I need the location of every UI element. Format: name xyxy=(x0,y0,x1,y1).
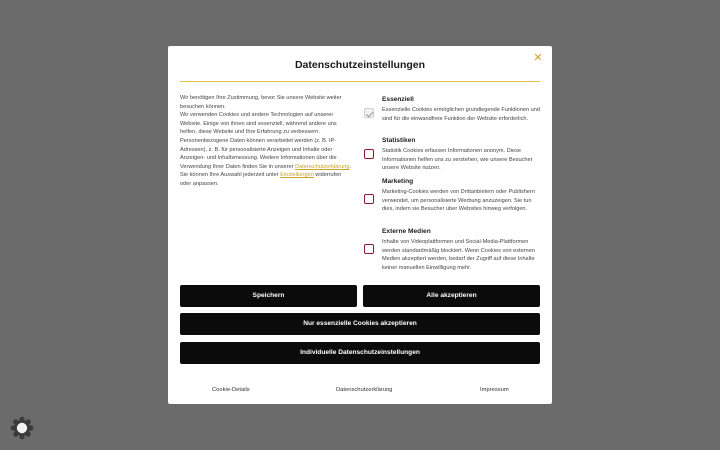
individual-settings-button[interactable]: Individuelle Datenschutzeinstellungen xyxy=(180,342,540,364)
close-icon[interactable]: ✕ xyxy=(533,52,543,64)
category-essential xyxy=(364,96,542,134)
privacy-settings-dialog xyxy=(168,46,552,404)
intro-text xyxy=(180,94,352,189)
category-name: Marketing xyxy=(382,178,414,185)
save-button[interactable]: Speichern xyxy=(180,285,357,307)
imprint-link[interactable]: Impressum xyxy=(480,387,509,393)
cookie-details-link[interactable]: Cookie-Details xyxy=(212,387,250,393)
marketing-checkbox[interactable] xyxy=(364,194,374,204)
category-description: Essenzielle Cookies ermöglichen grundlegende Funktionen und sind für die einwandfreie Funktion der Website erforderlich. xyxy=(382,107,540,122)
intro-paragraph-details xyxy=(180,111,352,188)
external-media-checkbox[interactable] xyxy=(364,244,374,254)
title-divider xyxy=(180,81,540,82)
category-name: Statistiken xyxy=(382,137,416,144)
category-marketing xyxy=(364,178,542,224)
category-description: Marketing-Cookies werden von Drittanbietern oder Publishern verwendet, um personalisierte Werbung anzuzeigen. Sie tun dies, indem sie Besucher über Websites hinweg verfolgen. xyxy=(382,189,535,213)
privacy-policy-link[interactable]: Datenschutzerklärung xyxy=(295,163,350,170)
intro-text-segment: . Sie können Ihre Auswahl jederzeit unter xyxy=(180,163,352,179)
settings-link[interactable]: Einstellungen xyxy=(280,172,314,179)
dialog-title: Datenschutzeinstellungen xyxy=(294,59,426,71)
category-name: Essenziell xyxy=(382,96,414,103)
essential-checkbox[interactable] xyxy=(364,108,374,118)
category-description: Statistik Cookies erfassen Informationen anonym. Diese Informationen helfen uns zu verstehen, wie unsere Besucher unsere Website nutzen. xyxy=(382,148,533,172)
category-name: Externe Medien xyxy=(382,228,431,235)
accept-all-button[interactable]: Alle akzeptieren xyxy=(363,285,540,307)
category-statistics xyxy=(364,137,542,175)
category-description: Inhalte von Videoplattformen und Social-Media-Plattformen werden standardmäßig blockiert. Wenn Cookies von externen Medien akzeptiert werden, bedarf der Zugriff auf diese Inhalte keiner manuellen Einwilligung mehr. xyxy=(382,239,535,271)
privacy-policy-footer-link[interactable]: Datenschutzerklärung xyxy=(336,387,393,393)
accept-essential-button[interactable]: Nur essenzielle Cookies akzeptieren xyxy=(180,313,540,335)
intro-paragraph-consent: Wir benötigen Ihre Zustimmung, bevor Sie unsere Website weiter besuchen können. xyxy=(180,95,342,110)
category-external-media xyxy=(364,228,542,274)
intro-text-segment: Wir verwenden Cookies und andere Technologien auf unserer Website. Einige von ihnen sind essenziell, während andere uns helfen, diese Website und Ihre Erfahrung zu verbessern. Personenbezogene Daten können verarbeitet werden (z. B. IP-Adressen), z. B. für personalisierte Anzeigen und Inhalte oder Anzeigen- und Inhaltsmessung. Weitere Informationen über die Verwendung Ihrer Daten finden Sie in unserer xyxy=(180,112,337,170)
cookie-settings-icon[interactable] xyxy=(10,416,34,440)
cookie-settings-icon-graphic xyxy=(10,416,34,440)
statistics-checkbox[interactable] xyxy=(364,149,374,159)
intro-text-segment: widerrufen oder anpassen. xyxy=(180,172,342,187)
